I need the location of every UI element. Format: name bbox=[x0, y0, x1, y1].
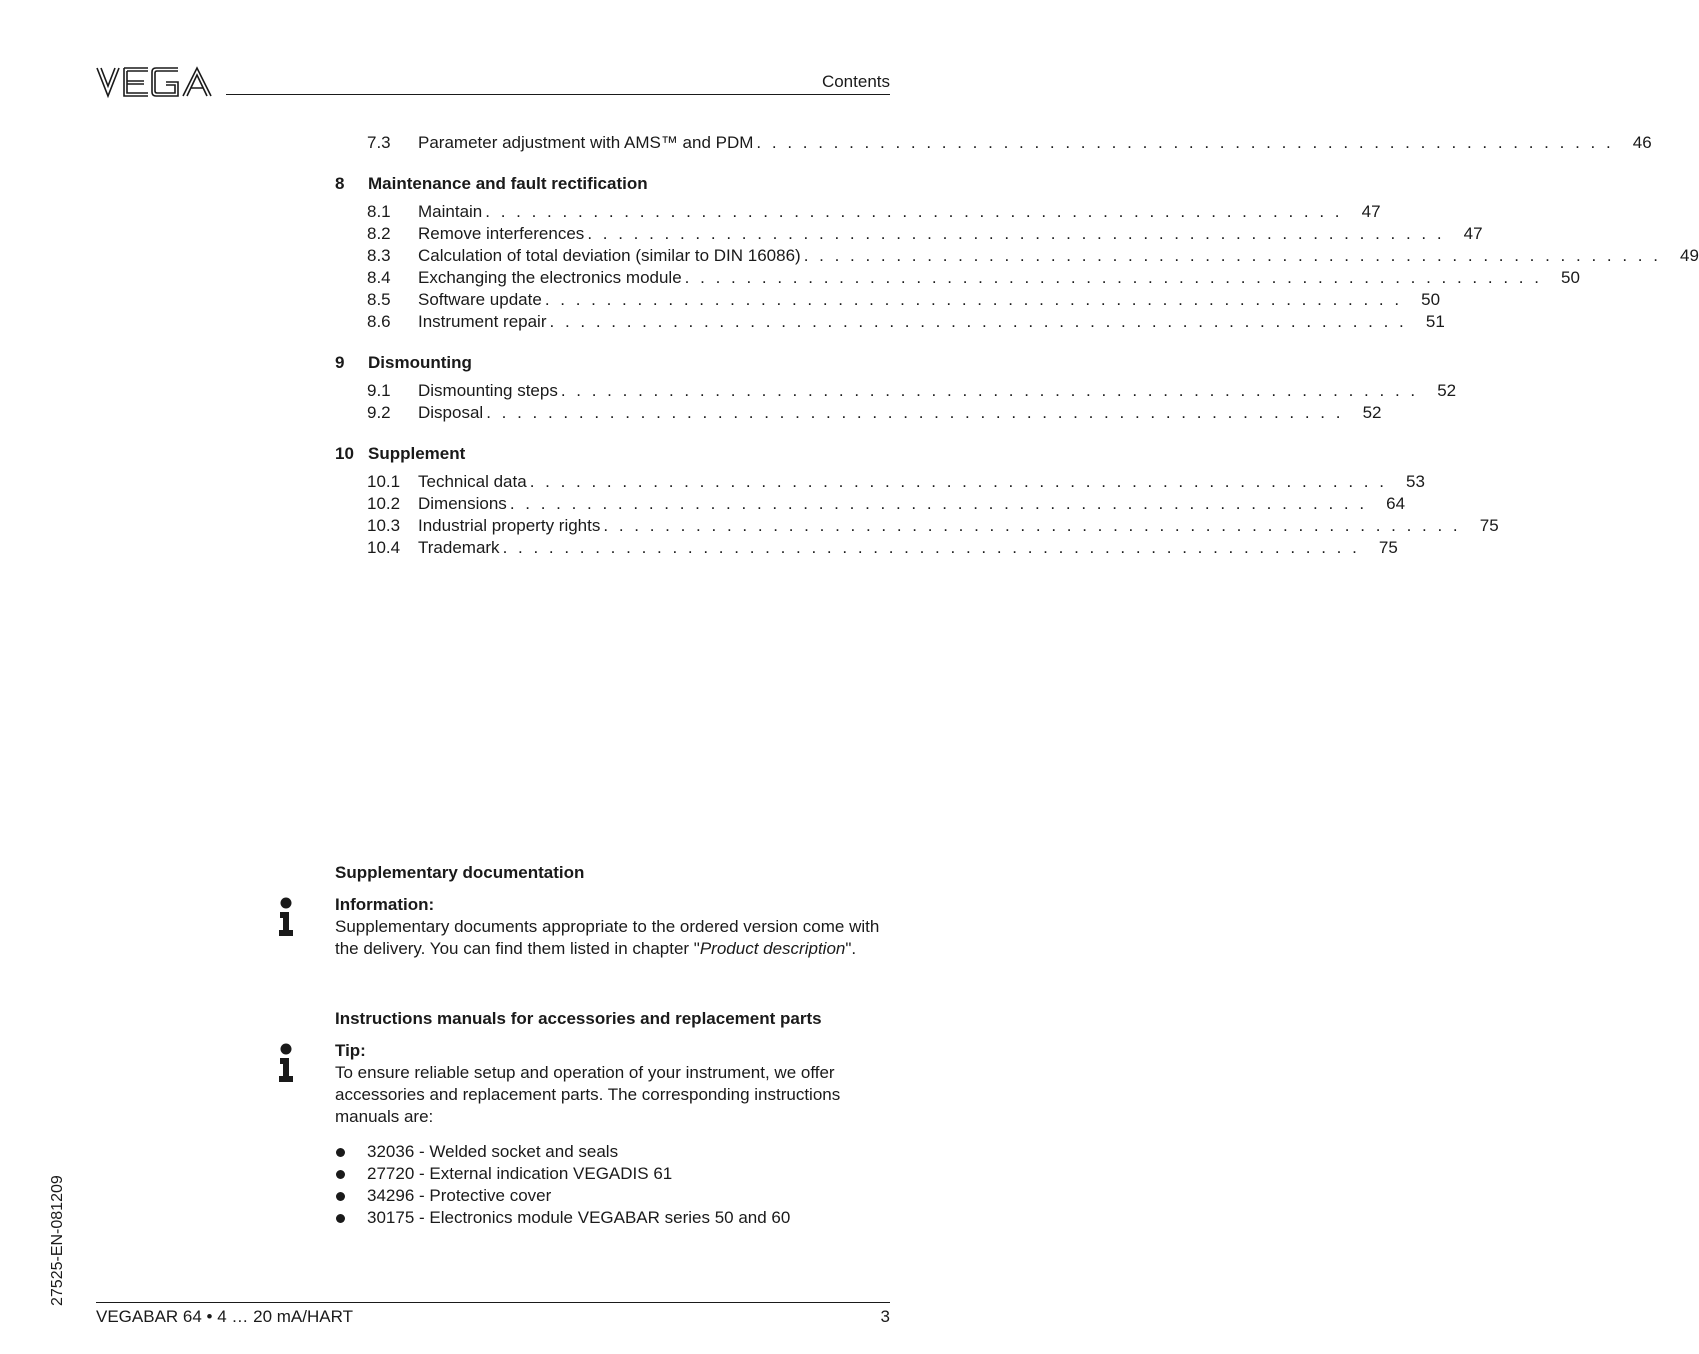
toc-chapter[interactable] bbox=[335, 443, 890, 465]
toc-entry-page: 75 bbox=[1378, 538, 1398, 557]
list-item-text: 34296 - Protective cover bbox=[367, 1186, 552, 1205]
toc-entry[interactable] bbox=[335, 245, 1699, 267]
toc-entry-page: 52 bbox=[1362, 403, 1382, 422]
toc-entry-number: 8.3 bbox=[367, 246, 391, 265]
tip-block bbox=[335, 1040, 890, 1128]
footer-product-name: VEGABAR 64 • 4 … 20 mA/HART bbox=[96, 1307, 353, 1326]
toc-entry-page: 46 bbox=[1632, 133, 1652, 152]
bullet-icon bbox=[336, 1214, 345, 1223]
list-item bbox=[335, 1141, 890, 1163]
toc-entry[interactable] bbox=[335, 201, 1381, 223]
toc-entry-number: 8.1 bbox=[367, 202, 391, 221]
bullet-icon bbox=[336, 1192, 345, 1201]
toc-entry[interactable] bbox=[335, 267, 1580, 289]
toc-entry-page: 49 bbox=[1680, 246, 1699, 265]
toc-entry-page: 52 bbox=[1437, 381, 1457, 400]
toc-dot-leader: . . . . . . . . . . . . . . . . . . . . . . . . . . . . . . . . . . . . . . . . . . . . . . . . . . . . . . . . bbox=[529, 472, 1387, 491]
toc-dot-leader: . . . . . . . . . . . . . . . . . . . . . . . . . . . . . . . . . . . . . . . . . . . . . . . . . . . . . . . . bbox=[803, 246, 1661, 265]
list-item-text: 27720 - External indication VEGADIS 61 bbox=[367, 1164, 673, 1183]
toc-entry-title: Parameter adjustment with AMS™ and PDM bbox=[418, 133, 754, 152]
toc-entry-page: 47 bbox=[1463, 224, 1483, 243]
information-text-start: Supplementary documents appropriate to the ordered version come with the delivery. You can find them listed in chapter " bbox=[335, 917, 880, 958]
toc-entry-title: Software update bbox=[418, 290, 542, 309]
toc-entry-number: 9.2 bbox=[367, 403, 391, 422]
bullet-icon bbox=[336, 1170, 345, 1179]
toc-entry-page: 53 bbox=[1406, 472, 1425, 491]
information-text-end: ". bbox=[845, 939, 857, 958]
toc-dot-leader: . . . . . . . . . . . . . . . . . . . . . . . . . . . . . . . . . . . . . . . . . . . . . . . . . . . . . . . . bbox=[485, 202, 1343, 221]
toc-entry[interactable] bbox=[335, 132, 1652, 154]
toc-dot-leader: . . . . . . . . . . . . . . . . . . . . . . . . . . . . . . . . . . . . . . . . . . . . . . . . . . . . . . . . bbox=[560, 381, 1419, 400]
toc-entry-number: 8.5 bbox=[367, 290, 391, 309]
header-rule bbox=[226, 94, 890, 95]
toc-chapter-title: Supplement bbox=[368, 444, 466, 463]
tip-label: Tip: bbox=[335, 1041, 366, 1060]
toc-entry[interactable] bbox=[335, 402, 1382, 424]
toc-entry-title: Dismounting steps bbox=[418, 381, 558, 400]
toc-dot-leader: . . . . . . . . . . . . . . . . . . . . . . . . . . . . . . . . . . . . . . . . . . . . . . . . . . . . . . . . bbox=[587, 224, 1445, 243]
toc-entry-number: 10.2 bbox=[367, 494, 401, 513]
supplementary-documentation-heading: Supplementary documentation bbox=[335, 863, 585, 882]
toc-entry[interactable] bbox=[335, 537, 1398, 559]
list-item bbox=[335, 1185, 890, 1207]
toc-entry-number: 8.6 bbox=[367, 312, 391, 331]
table-of-contents bbox=[335, 132, 1699, 559]
toc-entry-title: Calculation of total deviation (similar to DIN 16086) bbox=[418, 246, 801, 265]
toc-entry-page: 51 bbox=[1425, 312, 1445, 331]
toc-dot-leader: . . . . . . . . . . . . . . . . . . . . . . . . . . . . . . . . . . . . . . . . . . . . . . . . . . . . . . . . bbox=[509, 494, 1368, 513]
toc-dot-leader: . . . . . . . . . . . . . . . . . . . . . . . . . . . . . . . . . . . . . . . . . . . . . . . . . . . . . . . . bbox=[549, 312, 1407, 331]
toc-entry-page: 47 bbox=[1361, 202, 1381, 221]
toc-chapter-title: Dismounting bbox=[368, 353, 472, 372]
instructions-manuals-heading: Instructions manuals for accessories and replacement parts bbox=[335, 1009, 822, 1028]
information-text bbox=[335, 916, 890, 960]
toc-entry[interactable] bbox=[335, 223, 1483, 245]
info-icon bbox=[276, 897, 296, 937]
list-item-text: 32036 - Welded socket and seals bbox=[367, 1142, 619, 1161]
toc-dot-leader: . . . . . . . . . . . . . . . . . . . . . . . . . . . . . . . . . . . . . . . . . . . . . . . . . . . . . . . . bbox=[603, 516, 1461, 535]
toc-chapter[interactable] bbox=[335, 173, 890, 195]
toc-entry-number: 8.2 bbox=[367, 224, 391, 243]
toc-chapter[interactable] bbox=[335, 352, 890, 374]
toc-entry-title: Remove interferences bbox=[418, 224, 585, 243]
vega-logo bbox=[96, 66, 214, 98]
toc-entry-title: Exchanging the electronics module bbox=[418, 268, 682, 287]
bullet-icon bbox=[336, 1148, 345, 1157]
footer-rule bbox=[96, 1302, 890, 1303]
toc-dot-leader: . . . . . . . . . . . . . . . . . . . . . . . . . . . . . . . . . . . . . . . . . . . . . . . . . . . . . . . . bbox=[684, 268, 1542, 287]
toc-chapter-title: Maintenance and fault rectification bbox=[368, 174, 648, 193]
manuals-list bbox=[335, 1141, 890, 1229]
toc-chapter-number: 8 bbox=[335, 174, 345, 193]
toc-entry-title: Industrial property rights bbox=[418, 516, 601, 535]
toc-entry[interactable] bbox=[335, 493, 1406, 515]
product-description-reference: Product description bbox=[699, 939, 846, 958]
list-item bbox=[335, 1163, 890, 1185]
toc-entry-title: Trademark bbox=[418, 538, 500, 557]
toc-entry-number: 7.3 bbox=[367, 133, 391, 152]
document-id: 27525-EN-081209 bbox=[49, 1175, 66, 1306]
toc-entry-number: 9.1 bbox=[367, 381, 391, 400]
toc-dot-leader: . . . . . . . . . . . . . . . . . . . . . . . . . . . . . . . . . . . . . . . . . . . . . . . . . . . . . . . . bbox=[756, 133, 1614, 152]
toc-entry[interactable] bbox=[335, 311, 1445, 333]
toc-entry[interactable] bbox=[335, 471, 1425, 493]
toc-entry-title: Maintain bbox=[418, 202, 483, 221]
list-item-text: 30175 - Electronics module VEGABAR series 50 and 60 bbox=[367, 1208, 791, 1227]
information-block bbox=[335, 894, 890, 960]
manuals-list-container bbox=[335, 1141, 890, 1229]
toc-chapter-number: 9 bbox=[335, 353, 345, 372]
toc-entry[interactable] bbox=[335, 515, 1499, 537]
toc-entry[interactable] bbox=[335, 289, 1441, 311]
toc-entry-page: 75 bbox=[1479, 516, 1499, 535]
info-icon bbox=[276, 1043, 296, 1083]
list-item bbox=[335, 1207, 890, 1229]
toc-entry[interactable] bbox=[335, 380, 1457, 402]
toc-entry-number: 8.4 bbox=[367, 268, 391, 287]
toc-entry-title: Instrument repair bbox=[418, 312, 547, 331]
toc-entry-title: Dimensions bbox=[418, 494, 507, 513]
footer-page-number: 3 bbox=[880, 1307, 890, 1326]
information-label: Information: bbox=[335, 895, 435, 914]
toc-entry-number: 10.1 bbox=[367, 472, 401, 491]
toc-entry-number: 10.3 bbox=[367, 516, 401, 535]
toc-entry-title: Technical data bbox=[418, 472, 527, 491]
toc-entry-number: 10.4 bbox=[367, 538, 401, 557]
header-section-title: Contents bbox=[821, 72, 890, 91]
toc-dot-leader: . . . . . . . . . . . . . . . . . . . . . . . . . . . . . . . . . . . . . . . . . . . . . . . . . . . . . . . . bbox=[502, 538, 1360, 557]
toc-entry-page: 64 bbox=[1386, 494, 1406, 513]
toc-chapter-number: 10 bbox=[335, 444, 354, 463]
toc-dot-leader: . . . . . . . . . . . . . . . . . . . . . . . . . . . . . . . . . . . . . . . . . . . . . . . . . . . . . . . . bbox=[486, 403, 1344, 422]
toc-entry-title: Disposal bbox=[418, 403, 484, 422]
tip-text: To ensure reliable setup and operation of your instrument, we offer accessories and replacement parts. The corresponding instructions manuals are: bbox=[335, 1063, 841, 1126]
toc-dot-leader: . . . . . . . . . . . . . . . . . . . . . . . . . . . . . . . . . . . . . . . . . . . . . . . . . . . . . . . . bbox=[544, 290, 1403, 309]
toc-entry-page: 50 bbox=[1561, 268, 1580, 287]
toc-entry-page: 50 bbox=[1421, 290, 1441, 309]
